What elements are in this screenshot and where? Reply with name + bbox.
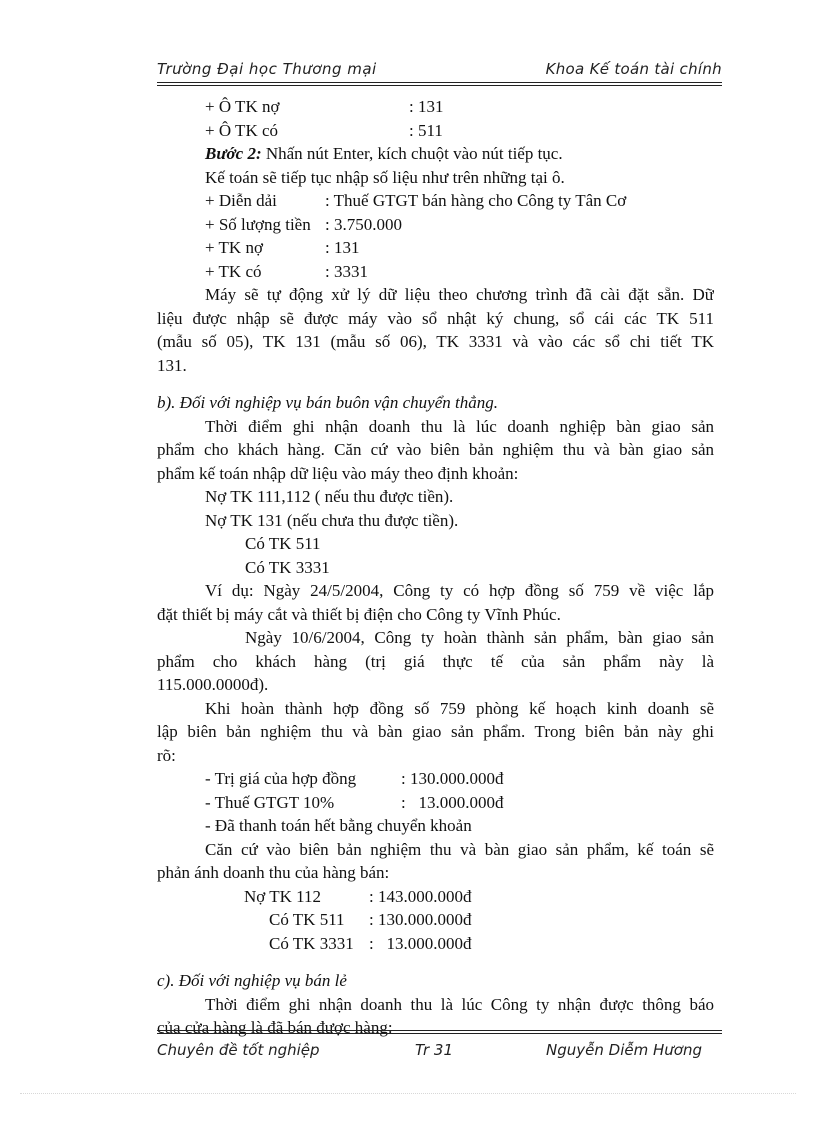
paragraph-line: rõ: — [157, 745, 176, 765]
entry-label: Nợ TK 112 — [244, 886, 321, 906]
journal-credit-3331 — [157, 932, 714, 956]
entry-value: : 131 — [325, 238, 360, 257]
paragraph-line: Ví dụ: Ngày 24/5/2004, Công ty có hợp đồng số 759 về việc lắp — [205, 581, 714, 600]
step-text: Nhấn nút Enter, kích chuột vào nút tiếp tục. — [261, 144, 563, 163]
entry-description — [157, 189, 714, 213]
journal-debit-112 — [157, 885, 714, 909]
entry-debit — [157, 236, 714, 260]
entry-label: Có TK 3331 — [269, 933, 354, 953]
footer-title: Chuyên đề tốt nghiệp — [157, 1041, 320, 1059]
journal-entry: Nợ TK 131 (nếu chưa thu được tiền). — [205, 510, 459, 530]
entry-value: : 130.000.000đ — [369, 910, 472, 929]
paragraph-line: phẩm cho khách hàng (trị giá thực tế của sản phẩm này là — [157, 651, 714, 671]
payment-line: - Đã thanh toán hết bằng chuyển khoản — [205, 816, 472, 835]
page-number: Tr 31 — [415, 1041, 454, 1059]
paragraph-line: Ngày 10/6/2004, Công ty hoàn thành sản phẩm, bàn giao sản — [245, 628, 714, 647]
entry-label: - Trị giá của hợp đồng — [205, 769, 357, 788]
paragraph-line: lập biên bản nghiệm thu và bàn giao sản phẩm. Trong biên bản này ghi — [157, 722, 714, 741]
entry-label: - Thuế GTGT 10% — [205, 792, 335, 812]
paragraph-line: phẩm cho khách hàng. Căn cứ vào biên bản nghiệm thu và bàn giao sản — [157, 440, 714, 459]
step-label: Bước 2: — [205, 144, 262, 163]
page-header — [157, 60, 722, 82]
paragraph-line: Thời điểm ghi nhận doanh thu là lúc Công ty nhận được thông báo — [205, 994, 714, 1014]
section-heading-b: b). Đối với nghiệp vụ bán buôn vận chuyển thẳng. — [157, 393, 498, 412]
contract-value-line — [157, 767, 714, 791]
entry-value: : Thuế GTGT bán hàng cho Công ty Tân Cơ — [325, 191, 627, 210]
header-rule-2 — [157, 85, 722, 86]
entry-credit — [157, 260, 714, 284]
journal-entry: Có TK 3331 — [245, 557, 330, 577]
footer-author: Nguyễn Diễm Hương — [546, 1041, 702, 1059]
header-university: Trường Đại học Thương mại — [157, 60, 377, 78]
paragraph-line: Thời điểm ghi nhận doanh thu là lúc doanh nghiệp bàn giao sản — [205, 416, 714, 436]
section-heading-c: c). Đối với nghiệp vụ bán lẻ — [157, 971, 347, 990]
paragraph-line: Căn cứ vào biên bản nghiệm thu và bàn giao sản phẩm, kế toán sẽ — [205, 839, 714, 859]
entry-value: : 3331 — [325, 261, 368, 281]
entry-value: : 511 — [409, 120, 443, 140]
entry-label: + TK có — [205, 261, 262, 281]
paragraph-line: Khi hoàn thành hợp đồng số 759 phòng kế hoạch kinh doanh sẽ — [205, 698, 714, 718]
paragraph-line: (mẫu số 05), TK 131 (mẫu số 06), TK 3331 và vào các sổ chi tiết TK — [157, 332, 714, 351]
entry-label: + Diễn dải — [205, 191, 277, 210]
paragraph-line: Kế toán sẽ tiếp tục nhập số liệu như trên những tại ô. — [205, 167, 565, 187]
paragraph-line: 115.000.0000đ). — [157, 675, 269, 694]
entry-value: : 3.750.000 — [325, 214, 402, 234]
journal-credit-511 — [157, 908, 714, 932]
entry-label: Có TK 511 — [269, 910, 345, 929]
entry-value: : 131 — [409, 97, 444, 116]
entry-amount — [157, 213, 714, 237]
vat-line — [157, 791, 714, 815]
footer-rule — [157, 1030, 722, 1031]
paragraph-line: liệu được nhập sẽ được máy vào sổ nhật ký chung, sổ cái các TK 511 — [157, 308, 714, 328]
page-footer — [157, 1041, 722, 1063]
entry-label: + Số lượng tiền — [205, 214, 311, 234]
footer-rule-2 — [157, 1033, 722, 1034]
entry-label: + Ô TK có — [205, 120, 279, 140]
paragraph-line: của cửa hàng là đã bán được hàng: — [157, 1018, 393, 1037]
journal-entry: Có TK 511 — [245, 534, 321, 553]
entry-credit-account — [157, 119, 714, 143]
entry-value: : 130.000.000đ — [401, 769, 504, 788]
entry-value: : 143.000.000đ — [369, 886, 472, 906]
entry-value: : 13.000.000đ — [401, 792, 504, 812]
paragraph-line: phẩm kế toán nhập dữ liệu vào máy theo định khoản: — [157, 463, 519, 483]
header-faculty: Khoa Kế toán tài chính — [545, 60, 722, 78]
paragraph-line: 131. — [157, 355, 187, 375]
journal-entry: Nợ TK 111,112 ( nếu thu được tiền). — [205, 487, 454, 506]
paragraph-line: đặt thiết bị máy cắt và thiết bị điện cho Công ty Vĩnh Phúc. — [157, 604, 561, 624]
paragraph-line: Máy sẽ tự động xử lý dữ liệu theo chương trình đã cài đặt sẵn. Dữ — [205, 285, 714, 304]
paragraph-line: phản ánh doanh thu của hàng bán: — [157, 863, 390, 882]
header-rule — [157, 82, 722, 83]
step-2-line — [157, 142, 714, 166]
entry-label: + Ô TK nợ — [205, 97, 280, 116]
entry-debit-account — [157, 95, 714, 119]
entry-value: : 13.000.000đ — [369, 933, 472, 953]
page-bottom-dotted-line — [20, 1093, 796, 1094]
entry-label: + TK nợ — [205, 238, 263, 257]
document-body — [157, 95, 714, 1040]
